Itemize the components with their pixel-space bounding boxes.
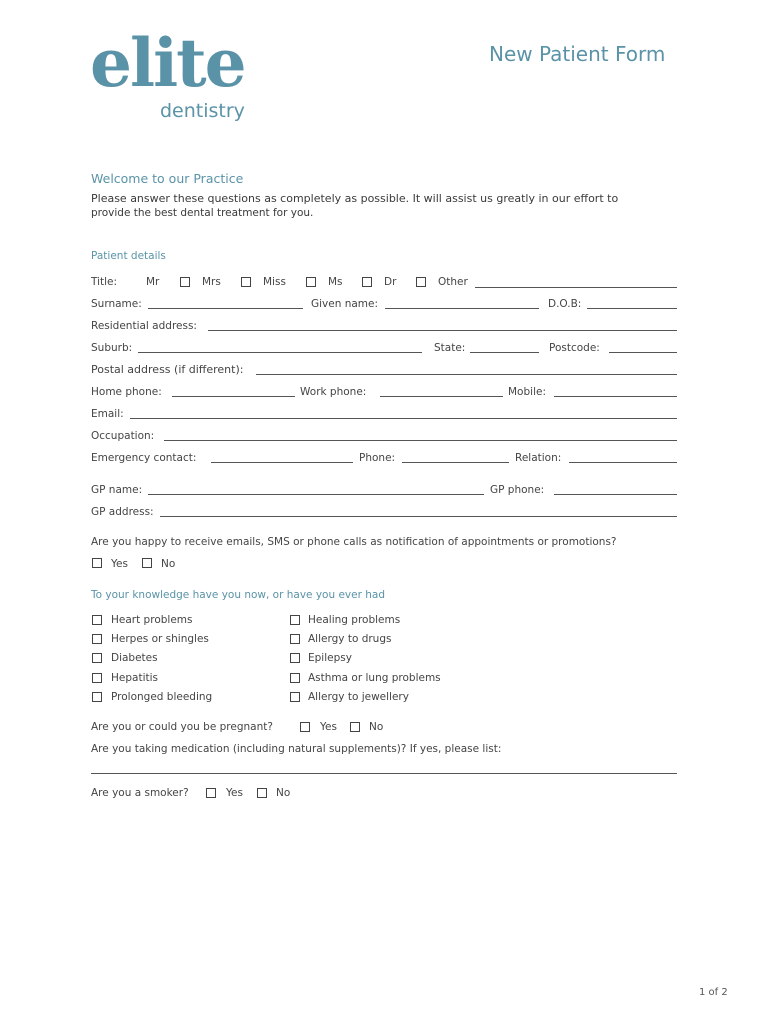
email-label: Email: (91, 408, 124, 420)
title-label: Title: (91, 276, 118, 288)
title-miss-checkbox[interactable] (241, 277, 251, 287)
notifications-yes-checkbox[interactable] (92, 558, 102, 568)
epilepsy-label: Epilepsy (308, 652, 352, 664)
home-phone-field[interactable] (172, 396, 295, 397)
occupation-label: Occupation: (91, 430, 155, 442)
surname-label: Surname: (91, 298, 142, 310)
given-name-field[interactable] (385, 308, 539, 309)
work-phone-label: Work phone: (300, 386, 367, 398)
title-ms-checkbox[interactable] (306, 277, 316, 287)
herpes-checkbox[interactable] (92, 634, 102, 644)
occupation-field[interactable] (164, 440, 677, 441)
smoker-yes-checkbox[interactable] (206, 788, 216, 798)
postal-field[interactable] (256, 374, 677, 375)
smoker-yes-label: Yes (226, 787, 243, 799)
title-option-mrs: Mrs (202, 276, 221, 288)
notifications-no-label: No (161, 558, 176, 570)
title-dr-checkbox[interactable] (362, 277, 372, 287)
title-option-other: Other (438, 276, 468, 288)
residential-label: Residential address: (91, 320, 197, 332)
medical-history-heading: To your knowledge have you now, or have you ever had (91, 589, 386, 601)
hepatitis-checkbox[interactable] (92, 673, 102, 683)
given-name-label: Given name: (311, 298, 379, 310)
surname-field[interactable] (148, 308, 303, 309)
gp-phone-field[interactable] (554, 494, 677, 495)
intro-line-2: provide the best dental treatment for you. (91, 207, 314, 219)
title-option-ms: Ms (328, 276, 343, 288)
title-other-checkbox[interactable] (416, 277, 426, 287)
logo-wordmark: elite (90, 24, 245, 102)
gp-name-field[interactable] (148, 494, 484, 495)
dob-label: D.O.B: (548, 298, 582, 310)
prolonged-bleeding-checkbox[interactable] (92, 692, 102, 702)
diabetes-label: Diabetes (111, 652, 158, 664)
allergy-jewellery-label: Allergy to jewellery (308, 691, 409, 703)
pregnant-no-label: No (369, 721, 384, 733)
herpes-label: Herpes or shingles (111, 633, 209, 645)
smoker-no-checkbox[interactable] (257, 788, 267, 798)
pregnant-yes-label: Yes (320, 721, 337, 733)
asthma-label: Asthma or lung problems (308, 672, 441, 684)
postal-label: Postal address (if different): (91, 363, 244, 376)
pregnant-no-checkbox[interactable] (350, 722, 360, 732)
mobile-field[interactable] (554, 396, 677, 397)
epilepsy-checkbox[interactable] (290, 653, 300, 663)
medication-question: Are you taking medication (including natural supplements)? If yes, please list: (91, 743, 502, 755)
patient-details-heading: Patient details (91, 250, 166, 262)
healing-problems-label: Healing problems (308, 614, 401, 626)
notifications-yes-label: Yes (111, 558, 128, 570)
medication-list-field[interactable] (91, 773, 677, 774)
dob-field[interactable] (587, 308, 677, 309)
healing-problems-checkbox[interactable] (290, 615, 300, 625)
allergy-drugs-label: Allergy to drugs (308, 633, 392, 645)
residential-field[interactable] (208, 330, 677, 331)
intro-line-1: Please answer these questions as completely as possible. It will assist us greatly in our effort to (91, 192, 619, 205)
notifications-no-checkbox[interactable] (142, 558, 152, 568)
title-other-field[interactable] (475, 287, 677, 288)
heart-problems-checkbox[interactable] (92, 615, 102, 625)
gp-phone-label: GP phone: (490, 484, 545, 496)
home-phone-label: Home phone: (91, 386, 162, 398)
relation-label: Relation: (515, 452, 562, 464)
notifications-question: Are you happy to receive emails, SMS or phone calls as notification of appointments or promotions? (91, 536, 617, 548)
smoker-no-label: No (276, 787, 291, 799)
emergency-contact-label: Emergency contact: (91, 452, 197, 464)
allergy-drugs-checkbox[interactable] (290, 634, 300, 644)
emergency-phone-field[interactable] (402, 462, 509, 463)
hepatitis-label: Hepatitis (111, 672, 158, 684)
form-title: New Patient Form (489, 42, 666, 66)
title-option-mr: Mr (146, 276, 160, 288)
pregnant-yes-checkbox[interactable] (300, 722, 310, 732)
postcode-field[interactable] (609, 352, 677, 353)
suburb-label: Suburb: (91, 342, 133, 354)
relation-field[interactable] (569, 462, 677, 463)
suburb-field[interactable] (138, 352, 422, 353)
allergy-jewellery-checkbox[interactable] (290, 692, 300, 702)
smoker-question: Are you a smoker? (91, 787, 189, 799)
title-mrs-checkbox[interactable] (180, 277, 190, 287)
asthma-checkbox[interactable] (290, 673, 300, 683)
logo-subtitle: dentistry (160, 100, 245, 122)
gp-address-label: GP address: (91, 506, 154, 518)
prolonged-bleeding-label: Prolonged bleeding (111, 691, 213, 703)
heart-problems-label: Heart problems (111, 614, 193, 626)
state-field[interactable] (470, 352, 539, 353)
postcode-label: Postcode: (549, 342, 600, 354)
title-option-dr: Dr (384, 276, 397, 288)
page-number: 1 of 2 (699, 987, 728, 998)
mobile-label: Mobile: (508, 386, 546, 398)
emergency-phone-label: Phone: (359, 452, 396, 464)
title-option-miss: Miss (263, 276, 286, 288)
email-field[interactable] (130, 418, 677, 419)
pregnant-question: Are you or could you be pregnant? (91, 721, 273, 733)
emergency-contact-field[interactable] (211, 462, 353, 463)
state-label: State: (434, 342, 466, 354)
work-phone-field[interactable] (380, 396, 503, 397)
welcome-heading: Welcome to our Practice (91, 171, 244, 186)
diabetes-checkbox[interactable] (92, 653, 102, 663)
gp-name-label: GP name: (91, 484, 143, 496)
gp-address-field[interactable] (160, 516, 677, 517)
